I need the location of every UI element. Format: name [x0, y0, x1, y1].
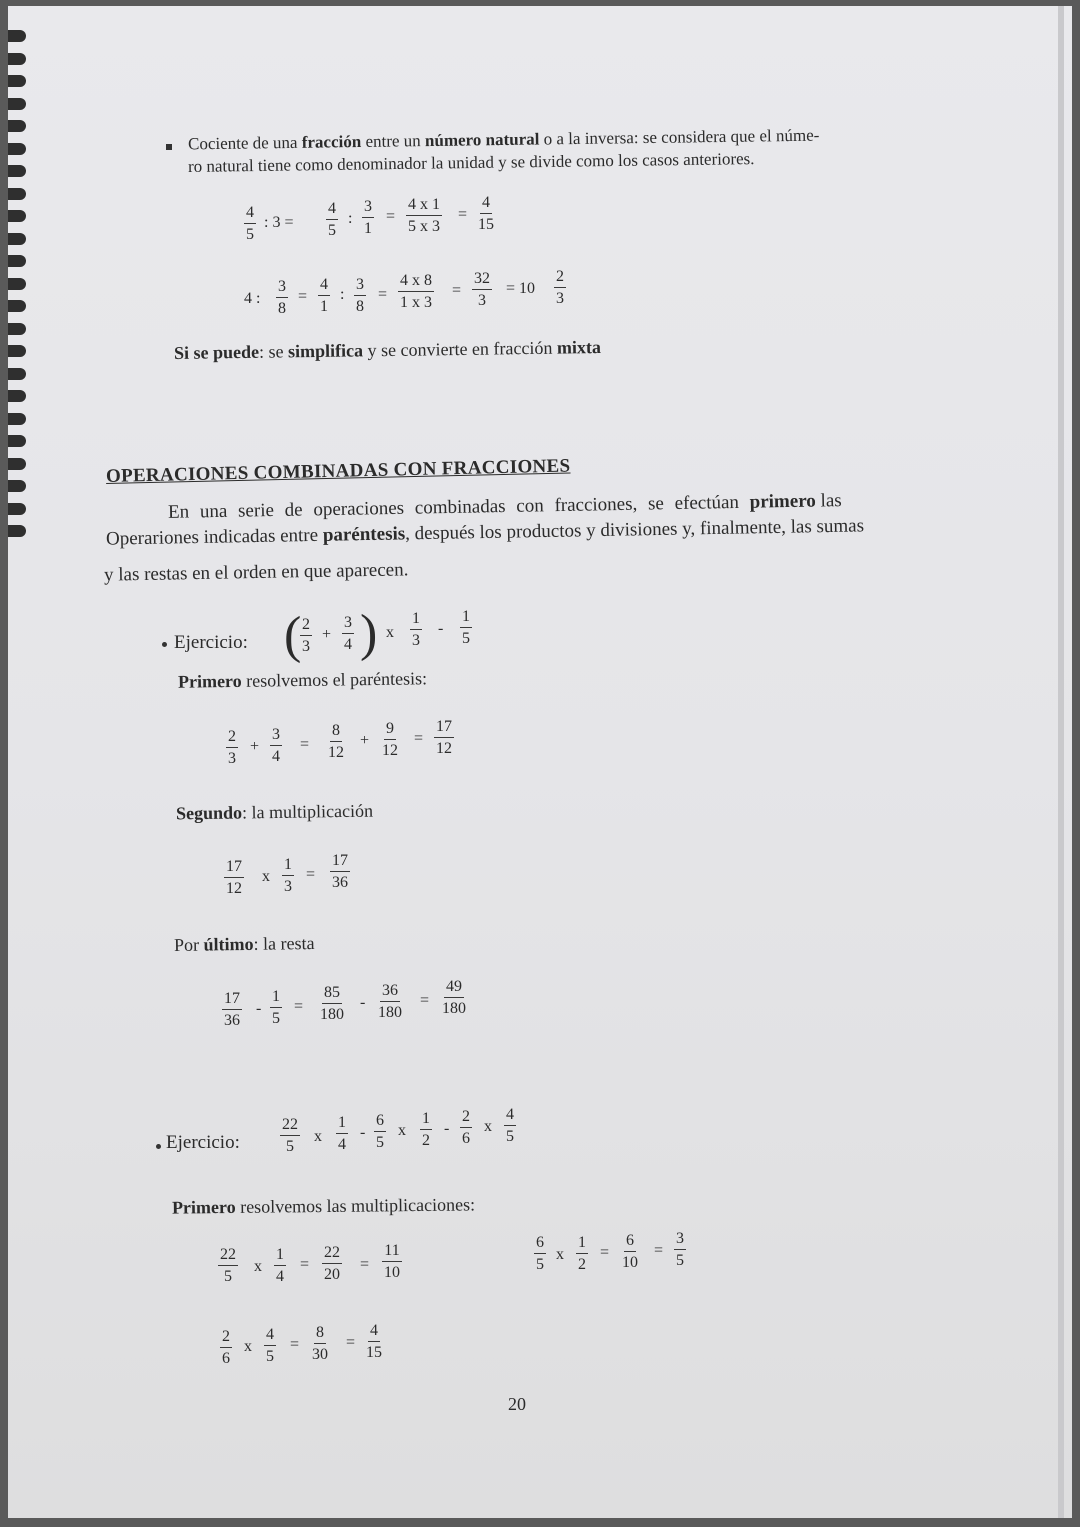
fraction: 1 4: [276, 1246, 284, 1285]
fraction: 4 x 8 1 x 3: [400, 272, 432, 311]
fraction: 4 5: [328, 200, 336, 239]
operator: : 3 =: [264, 214, 294, 231]
fraction: 6 5: [536, 1234, 544, 1273]
fraction: 17 12: [436, 718, 452, 757]
notebook-page: [8, 6, 1072, 1518]
fraction: 22 20: [324, 1244, 340, 1283]
operator: x: [254, 1258, 262, 1275]
fraction: 4 1: [320, 276, 328, 315]
bullet-line-2: ro natural tiene como denominador la unidad y se divide como los casos anteriores.: [187, 149, 755, 176]
fraction: 9 12: [382, 720, 398, 759]
step-label: Segundo: la multiplicación: [175, 800, 374, 824]
simplify-note: Si se puede: se simplifica y se convierte en fracción mixta: [173, 337, 602, 363]
binding-coil: [8, 30, 26, 42]
fraction: 4 5: [266, 1326, 274, 1365]
fraction: 2 6: [462, 1108, 470, 1147]
binding-coil: [8, 188, 26, 200]
operator: -: [256, 1000, 262, 1017]
operator: x: [262, 868, 270, 885]
step-label: Primero resolvemos las multiplicaciones:: [171, 1194, 476, 1218]
operator: x: [484, 1118, 492, 1135]
fraction: 3 4: [344, 614, 352, 653]
fraction: 1 2: [578, 1234, 586, 1273]
text: Cociente de una: [187, 132, 302, 154]
fraction: 4 15: [478, 194, 494, 233]
operator: =: [420, 992, 430, 1009]
operator: +: [360, 732, 370, 749]
fraction: 11 10: [384, 1242, 400, 1281]
fraction: 1 5: [462, 608, 470, 647]
operator: =: [300, 736, 310, 753]
fraction: 2 3: [556, 268, 564, 307]
operator: x: [314, 1128, 322, 1145]
fraction: 17 36: [332, 852, 348, 891]
operator: =: [600, 1244, 610, 1261]
paragraph-line-3: y las restas en el orden en que aparecen.: [103, 559, 409, 586]
operator: =: [306, 866, 316, 883]
step-label: Por último: la resta: [173, 933, 315, 955]
operator: =: [360, 1256, 370, 1273]
operator: =: [346, 1334, 356, 1351]
binding-coil: [8, 323, 26, 335]
binding-coil: [8, 53, 26, 65]
binding-coil: [8, 233, 26, 245]
operator: -: [360, 1124, 366, 1141]
binding-coil: [8, 75, 26, 87]
fraction: 1 2: [422, 1110, 430, 1149]
fraction: 2 6: [222, 1328, 230, 1367]
fraction: 6 10: [622, 1232, 638, 1271]
operator: -: [444, 1120, 450, 1137]
fraction: 1 5: [272, 988, 280, 1027]
fraction: 3 4: [272, 726, 280, 765]
fraction: 85 180: [320, 984, 344, 1023]
binding-coil: [8, 480, 26, 492]
operator: = 10: [506, 280, 536, 297]
fraction: 22 5: [220, 1246, 236, 1285]
fraction: 36 180: [378, 982, 402, 1021]
open-parenthesis: (: [284, 607, 302, 664]
binding-coil: [8, 435, 26, 447]
text: entre un: [361, 131, 426, 151]
operator: =: [294, 998, 304, 1015]
bold-term-fraccion: fracción: [301, 131, 362, 152]
fraction: 4 5: [246, 204, 254, 243]
fraction: 3 5: [676, 1230, 684, 1269]
binding-coil: [8, 120, 26, 132]
fraction: 1 3: [284, 856, 292, 895]
operator: =: [414, 730, 424, 747]
binding-coil: [8, 210, 26, 222]
operator: =: [458, 206, 468, 223]
operator: +: [250, 738, 260, 755]
operator: :: [340, 286, 345, 303]
text: o a la inversa: se considera que el núme-: [539, 125, 820, 149]
fraction: 4 15: [366, 1322, 382, 1361]
fraction: 4 x 1 5 x 3: [408, 196, 440, 235]
exercise-label: Ejercicio:: [174, 632, 248, 653]
bullet-icon: [156, 1144, 161, 1149]
binding-coil: [8, 368, 26, 380]
close-parenthesis: ): [360, 605, 378, 662]
fraction: 17 36: [224, 990, 240, 1029]
fraction: 6 5: [376, 1112, 384, 1151]
fraction: 2 3: [228, 728, 236, 767]
step-label: Primero resolvemos el paréntesis:: [177, 668, 428, 692]
fraction: 4 5: [506, 1106, 514, 1145]
binding-coil: [8, 458, 26, 470]
operator: -: [438, 620, 444, 637]
page-edge: [1058, 6, 1064, 1518]
bullet-icon: [166, 144, 172, 150]
binding-coil: [8, 525, 26, 537]
operator: =: [300, 1256, 310, 1273]
binding-coil: [8, 345, 26, 357]
operator: x: [386, 624, 394, 641]
operator: x: [244, 1338, 252, 1355]
fraction: 22 5: [282, 1116, 298, 1155]
operator: =: [654, 1242, 664, 1259]
operator: +: [322, 626, 332, 643]
operator: =: [290, 1336, 300, 1353]
fraction: 8 30: [312, 1324, 328, 1363]
fraction: 2 3: [302, 616, 310, 655]
fraction: 17 12: [226, 858, 242, 897]
binding-coil: [8, 503, 26, 515]
binding-coil: [8, 143, 26, 155]
fraction: 3 8: [356, 276, 364, 315]
binding-coil: [8, 413, 26, 425]
fraction: 32 3: [474, 270, 490, 309]
bullet-icon: [162, 642, 167, 647]
operator: 4 :: [244, 290, 261, 307]
exercise-label: Ejercicio:: [166, 1132, 240, 1153]
fraction: 3 8: [278, 278, 286, 317]
operator: x: [398, 1122, 406, 1139]
binding-coil: [8, 300, 26, 312]
binding-coil: [8, 98, 26, 110]
operator: :: [348, 210, 353, 227]
fraction: 1 4: [338, 1114, 346, 1153]
operator: =: [452, 282, 462, 299]
fraction: 1 3: [412, 610, 420, 649]
binding-coil: [8, 278, 26, 290]
page-number: 20: [508, 1394, 526, 1414]
binding-coil: [8, 390, 26, 402]
operator: =: [386, 208, 396, 225]
operator: =: [298, 288, 308, 305]
fraction: 49 180: [442, 978, 466, 1017]
bold-term-numero-natural: número natural: [424, 129, 540, 151]
operator: x: [556, 1246, 564, 1263]
fraction: 8 12: [328, 722, 344, 761]
paragraph-line-1: En una serie de operaciones combinadas con fracciones, se efectúan primero las: [167, 490, 842, 523]
fraction: 3 1: [364, 198, 372, 237]
section-heading: OPERACIONES COMBINADAS CON FRACCIONES: [105, 455, 571, 487]
binding-coil: [8, 165, 26, 177]
operator: =: [378, 286, 388, 303]
binding-coil: [8, 255, 26, 267]
paragraph-line-2: Operariones indicadas entre paréntesis, después los productos y divisiones y, finalmente, las sumas: [105, 515, 865, 550]
operator: -: [360, 994, 366, 1011]
